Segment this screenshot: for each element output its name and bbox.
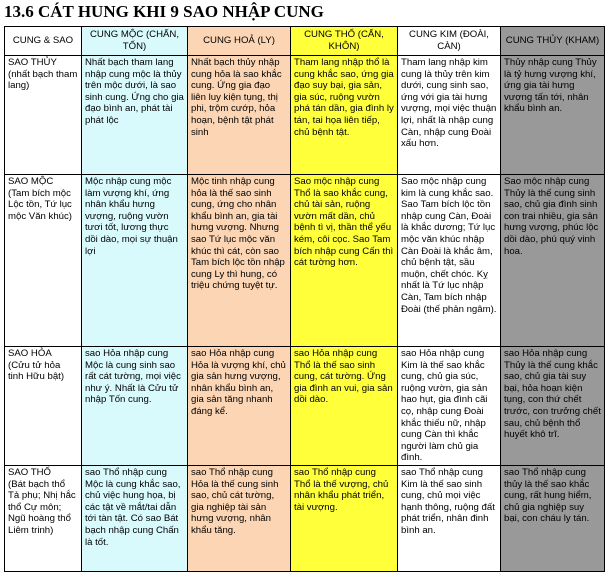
table-cell: Sao mộc nhập cung kim là cung khắc sao. Sao Tam bích lộc tồn nhập cung Càn, Đoài là khắc dương; Tứ lục mộc văn khúc nhập Càn Đoài là khắc âm, chủ bệnh tật, sầu muộn, chết chóc. Kỵ nhất là Tứ lục nhập Càn, Tam bích nhập Đoài (thế phản ngâm). — [398, 175, 501, 347]
table-cell: sao Hỏa nhập cung Thổ là thế sao sinh cung, cát tường. Ứng gia đình an vui, gia sản dồi dào. — [291, 347, 398, 466]
header-cung-kim: CUNG KIM (ĐOÀI, CÀN) — [398, 27, 501, 56]
table-row-sao-tho — [5, 465, 605, 571]
table-cell: Thủy nhập cung Thủy là tỷ hưng vượng khí, ứng gia tài hưng vượng tấn tới, nhân khẩu bình an. — [501, 56, 605, 175]
row-label-sub: (nhất bạch tham lang) — [8, 68, 78, 92]
header-cung-tho: CUNG THỔ (CẤN, KHÔN) — [291, 27, 398, 56]
row-label-cell — [5, 175, 82, 347]
row-label-name: SAO THỦY — [8, 57, 57, 68]
table-cell: sao Thổ nhập cung Mộc là cung khắc sao, chủ việc hung họa, bị các tật về mắt/tai dẫn tới tàn tật. Có sao Bát bạch nhập cung Chấn là tốt. — [82, 465, 188, 571]
row-label-name: SAO HỎA — [8, 348, 52, 359]
header-cung-moc: CUNG MỘC (CHẤN, TỐN) — [82, 27, 188, 56]
table-cell: Tham lang nhập kim cung là thủy trên kim dưới, cung sinh sao, ứng với gia tài hưng vượng, mọi việc thuận lợi, nhất là nhập cung Càn, nhập cung Đoài xấu hơn. — [398, 56, 501, 175]
row-label-cell — [5, 56, 82, 175]
page-title: 13.6 CÁT HUNG KHI 9 SAO NHẬP CUNG — [4, 2, 324, 21]
table-cell: Sao mộc nhập cung Thủy là thế cung sinh sao, chủ gia đình sinh con trai nhiều, gia sản hưng vượng, phúc lộc dồi dào, phú quý vinh hoa. — [501, 175, 605, 347]
table-cell: sao Hỏa nhập cung Thủy là thế cung khắc sao, chủ gia tài suy bại, hỏa hoạn kiện tụng, con thứ chết trước, con trưởng chết sau, chủ bệnh thổ huyết khô trĩ. — [501, 347, 605, 466]
header-cung-thuy: CUNG THỦY (KHAM) — [501, 27, 605, 56]
table-cell: sao Thổ nhập cung Hỏa là thế cung sinh sao, chủ cát tường, gia nghiệp tài sản hưng vượng, nhân khẩu tăng. — [188, 465, 291, 571]
table-cell: Mộc tinh nhập cung hỏa là thế sao sinh cung, ứng cho nhân khẩu bình an, gia tài hưng vượng. Nhưng sao Tứ lục mộc văn khúc thì cát, còn sao Tam bích lộc tồn nhập cung Ly thì hung, có triệu chứng tuyệt tự. — [188, 175, 291, 347]
table-cell: Nhất bạch thủy nhập cung hỏa là sao khắc cung. Ứng gia đạo liên luy kiện tụng, thị phi, trộm cướp, hỏa hoạn, bệnh tật phát sinh — [188, 56, 291, 175]
table-header-row — [5, 27, 605, 56]
table-cell: sao Hỏa nhập cung Mộc là cung sinh sao rất cát tường, mọi việc như ý. Nhất là Cửu tử nhập Tốn cung. — [82, 347, 188, 466]
table-cell: sao Thổ nhập cung Kim là thế sao sinh cung, chủ mọi việc hạnh thông, ruộng đất phát triển, nhân đinh bình an. — [398, 465, 501, 571]
table-cell: Tham lang nhập thổ là cung khắc sao, ứng gia đạo suy bại, gia sản, gia súc, ruộng vườn phá tán dần, gia đình ly tán, tai họa liên tiếp, chủ bệnh tật. — [291, 56, 398, 175]
header-cung-sao: CUNG & SAO — [5, 27, 82, 56]
row-label-sub: (Bát bạch thổ Tả phụ; Nhị hắc thổ Cự môn; Ngũ hoàng thổ Liêm trinh) — [8, 478, 76, 536]
header-cung-hoa: CUNG HOẢ (LY) — [188, 27, 291, 56]
table-row-sao-thuy — [5, 56, 605, 175]
table-row-sao-moc — [5, 175, 605, 347]
table-cell: sao Thổ nhập cung Thổ là thế vượng, chủ nhân khẩu phát triển, tài vượng. — [291, 465, 398, 571]
table-cell: Mộc nhập cung mộc làm vượng khí, ứng nhân khẩu hưng vượng, ruộng vườn tươi tốt, lương thực dồi dào, mọi sự thuận lợi — [82, 175, 188, 347]
stars-palaces-table — [4, 26, 605, 572]
table-cell: sao Thổ nhập cung thủy là thế sao khắc cung, rất hung hiểm, chủ gia nghiệp suy bại, con cháu ly tán. — [501, 465, 605, 571]
row-label-name: SAO MỘC — [8, 176, 54, 187]
table-cell: Sao mộc nhập cung Thổ là sao khắc cung, chủ tài sản, ruộng vườn mất dần, chủ bệnh tì vị, thần thể yếu kém, côi cọc. Sao Tam bích nhập cung Cấn thì cát tường hơn. — [291, 175, 398, 347]
row-label-sub: (Cửu tử hỏa tinh Hữu bật) — [8, 359, 65, 383]
table-row-sao-hoa — [5, 347, 605, 466]
row-label-cell — [5, 465, 82, 571]
row-label-cell — [5, 347, 82, 466]
table-cell: Nhất bạch tham lang nhập cung mộc là thủy trên mộc dưới, là sao sinh cung. Ứng cho gia đạo bình an, phát tài phát lộc — [82, 56, 188, 175]
row-label-sub: (Tam bích mộc Lộc tồn, Tứ lục mộc Văn khúc) — [8, 187, 72, 222]
row-label-name: SAO THỔ — [8, 466, 52, 478]
table-cell: sao Hỏa nhập cung Hỏa là vượng khí, chủ gia sản hưng vượng, nhân khẩu bình an, gia sản tăng nhanh đáng kể. — [188, 347, 291, 466]
table-cell: sao Hỏa nhập cung Kim là thế sao khắc cung, chủ gia súc, ruộng vườn, gia sản hao hụt, gia đình cãi cọ, nhập cung Đoài khắc thiếu nữ, nhập cung Càn thì khắc người làm chủ gia đình. — [398, 347, 501, 466]
